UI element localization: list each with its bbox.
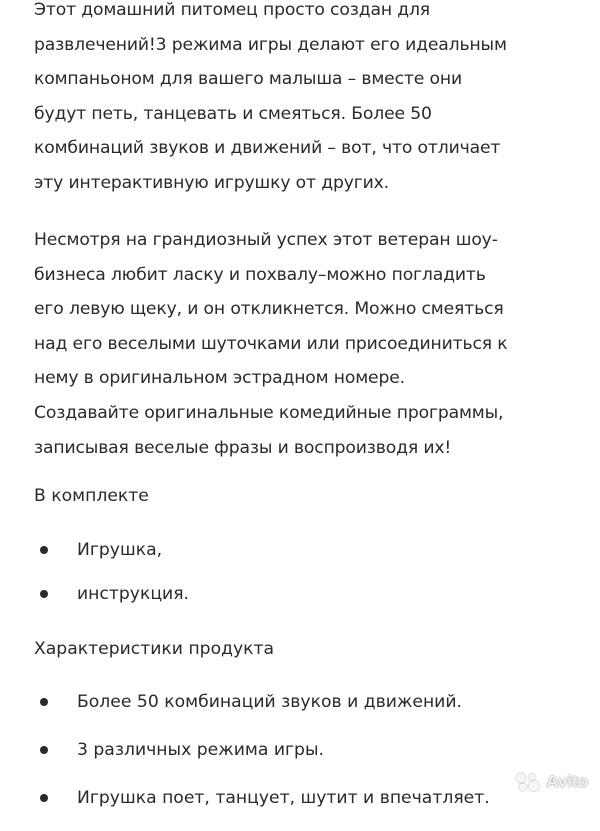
bullet-icon bbox=[40, 746, 48, 754]
kit-heading: В комплекте bbox=[34, 486, 149, 506]
avito-watermark bbox=[515, 772, 588, 792]
list-item-text: Более 50 комбинаций звуков и движений. bbox=[77, 692, 462, 712]
watermark-brand: Avito bbox=[546, 772, 588, 791]
specs-heading: Характеристики продукта bbox=[34, 639, 275, 659]
description-paragraph-2: Несмотря на грандиозный успех этот ветеран шоу- бизнеса любит ласку и похвалу–можно погладить его левую щеку, и он откликнется. Можно смеяться над его веселыми шуточками или присоединиться к нему в оригинальном эстрадном номере. Создавайте оригинальные комедийные программы, записывая веселые фразы и воспроизводя их! bbox=[34, 230, 508, 458]
avito-logo-icon bbox=[515, 772, 541, 792]
list-item-text: Игрушка поет, танцует, шутит и впечатляет. bbox=[77, 788, 490, 808]
list-item-text: инструкция. bbox=[77, 584, 190, 604]
bullet-icon bbox=[40, 794, 48, 802]
list-item-text: Игрушка, bbox=[77, 540, 163, 560]
bullet-icon bbox=[40, 546, 48, 554]
description-paragraph-1: Этот домашний питомец просто создан для развлечений!3 режима игры делают его идеальным компаньоном для вашего малыша – вместе они будут петь, танцевать и смеяться. Более 50 комбинаций звуков и движений – вот, что отличает эту интерактивную игрушку от других. bbox=[34, 0, 507, 193]
bullet-icon bbox=[40, 590, 48, 598]
bullet-icon bbox=[40, 698, 48, 706]
list-item-text: 3 различных режима игры. bbox=[77, 740, 324, 760]
